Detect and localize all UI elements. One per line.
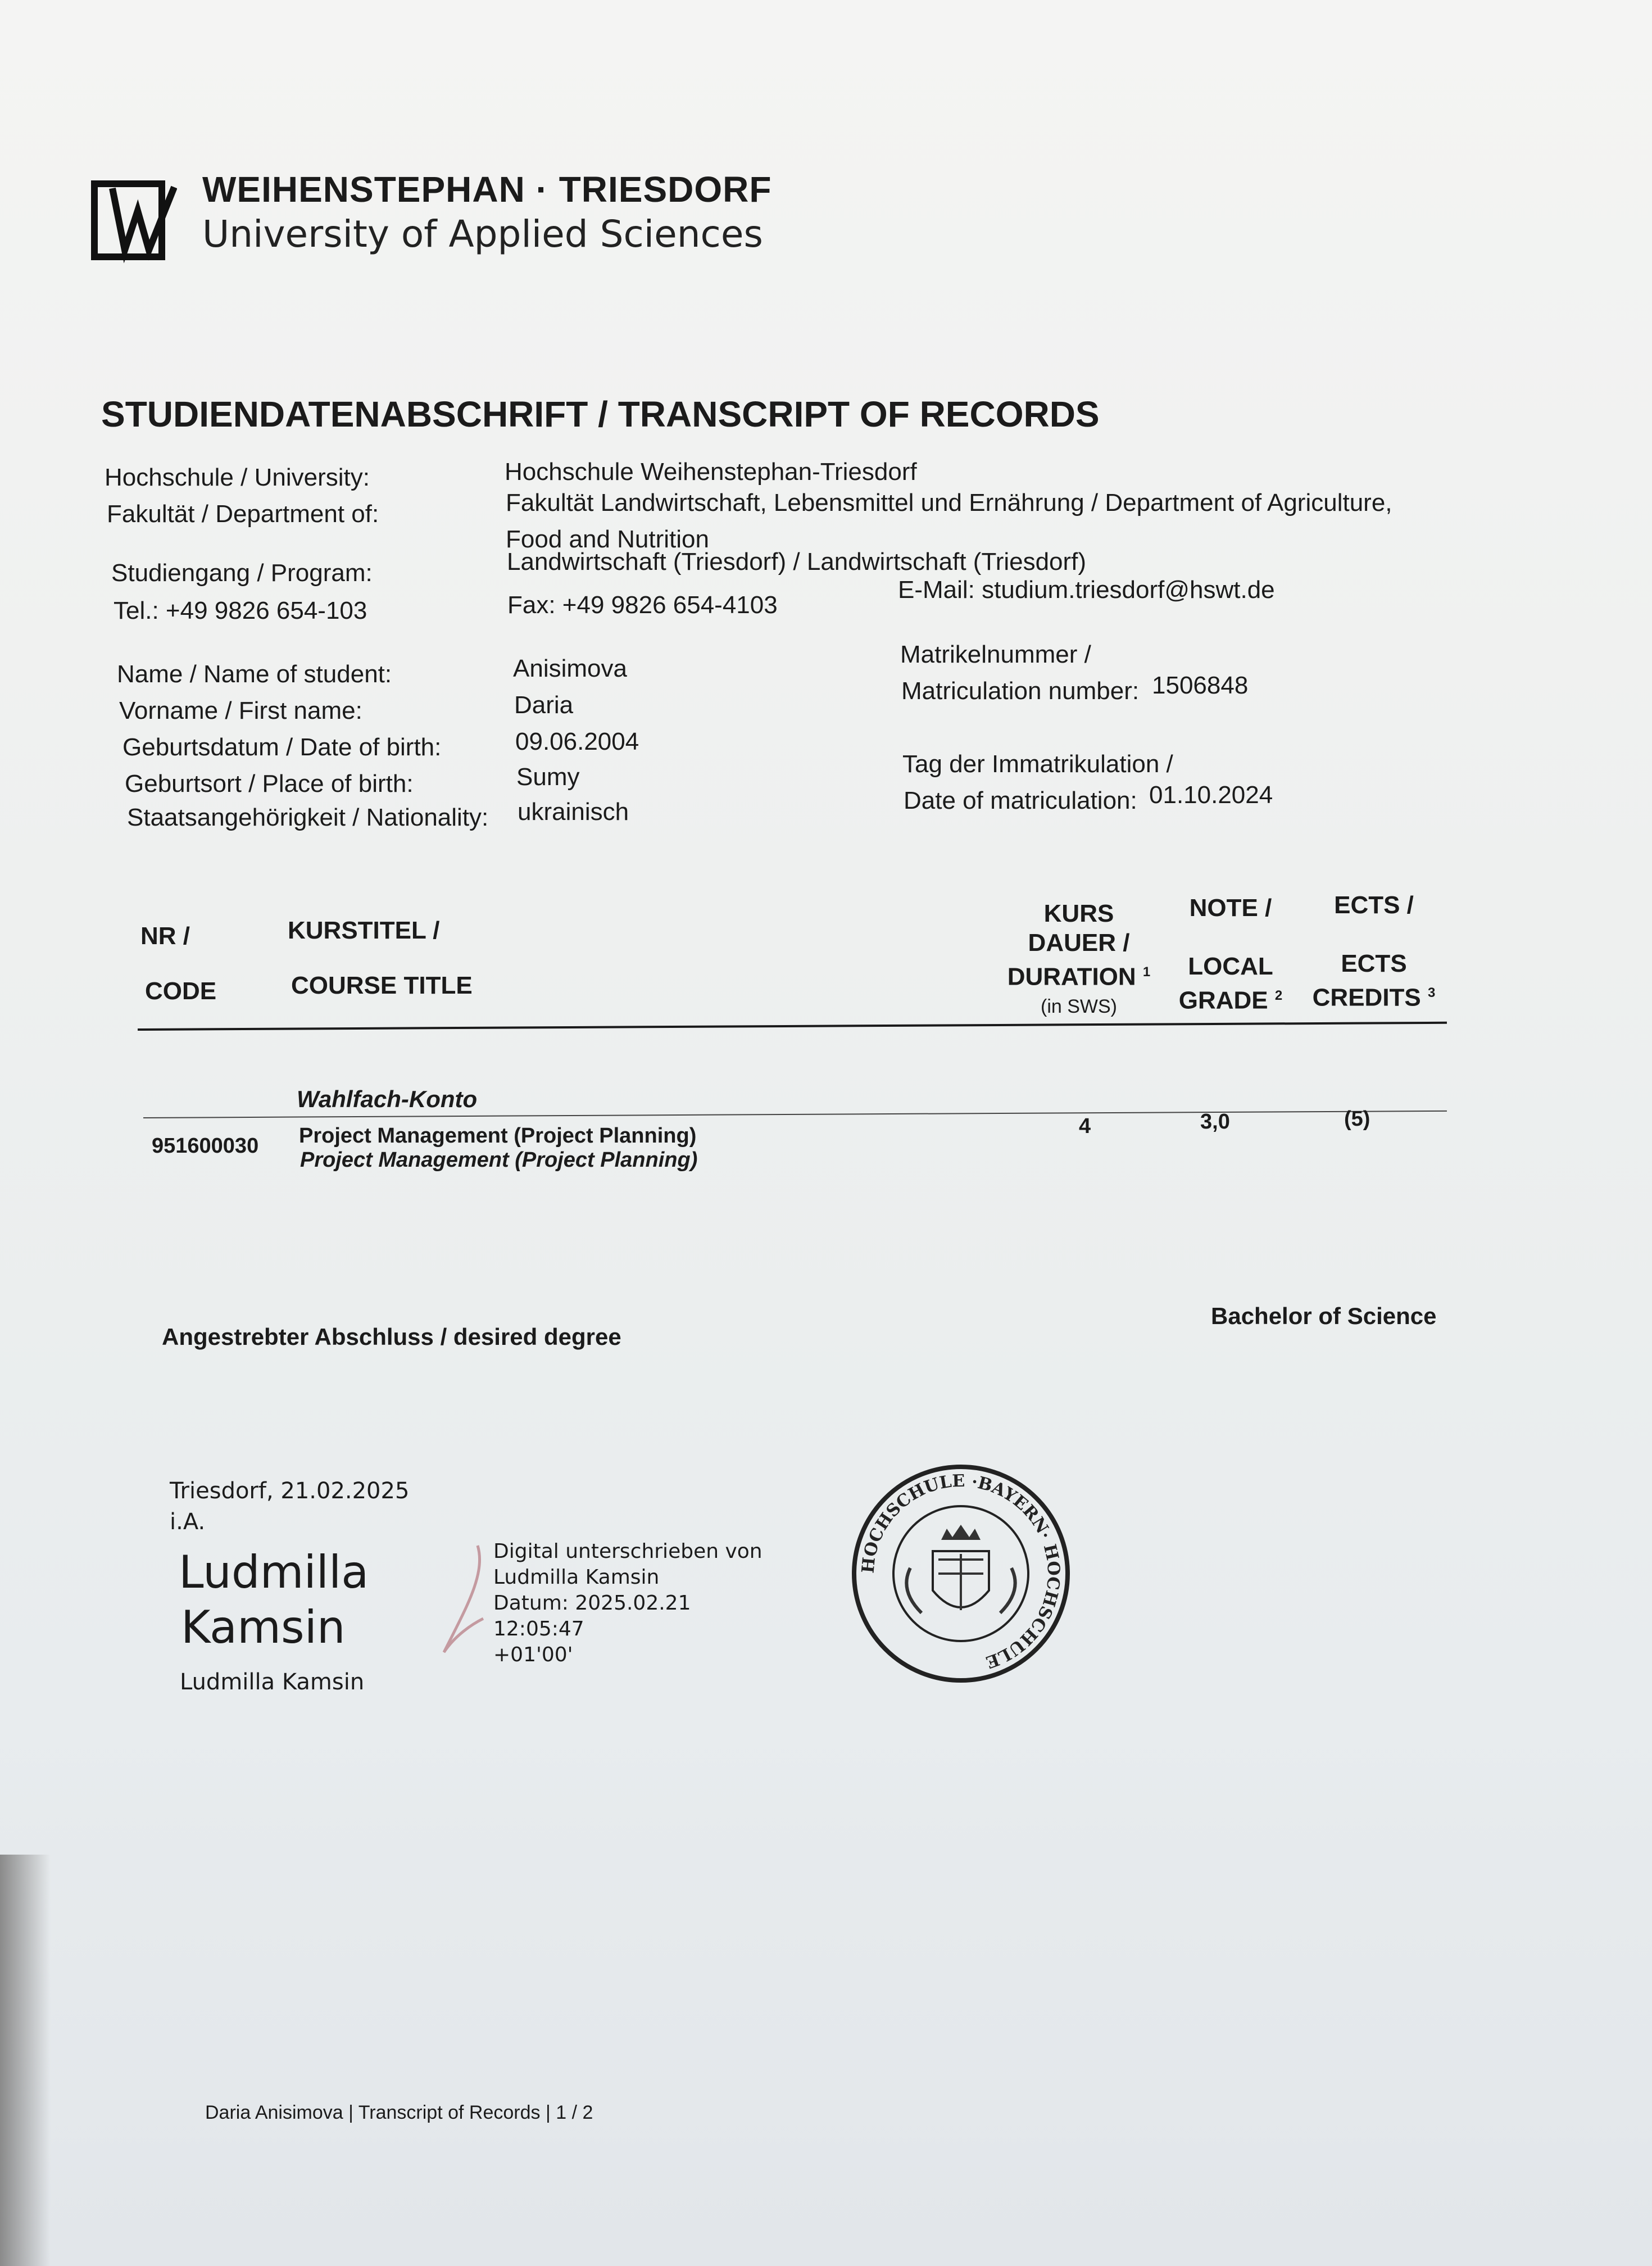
seal-text-top: HOCHSCHULE ·BAYERN· HOCHSCHULE: [858, 1471, 1064, 1672]
matriculation-date-value: 01.10.2024: [1149, 781, 1273, 809]
desired-degree-label: Angestrebter Abschluss / desired degree: [162, 1324, 621, 1350]
col-header-ects: [1304, 891, 1444, 1013]
matriculation-date-label-en: Date of matriculation:: [904, 787, 1137, 814]
col-header-title-en: COURSE TITLE: [291, 972, 473, 999]
col-header-grade-line3: GRADE: [1178, 986, 1268, 1014]
fax-text: Fax: +49 9826 654-4103: [507, 591, 778, 619]
col-header-grade-line2: LOCAL: [1188, 953, 1273, 980]
first-name-label: Vorname / First name:: [119, 697, 362, 724]
student-name-label: Name / Name of student:: [117, 660, 392, 688]
student-name-value: Anisimova: [513, 655, 627, 682]
matriculation-number-label-de: Matrikelnummer /: [900, 641, 1091, 668]
nationality-value: ukrainisch: [518, 798, 629, 826]
program-value: Landwirtschaft (Triesdorf) / Landwirtschaft (Triesdorf): [507, 548, 1087, 575]
signatory-name-large-last: Kamsin: [181, 1601, 346, 1653]
col-header-title-de: KURSTITEL /: [288, 917, 440, 944]
footnote-3-marker: 3: [1428, 985, 1436, 1000]
first-name-value: Daria: [514, 691, 574, 719]
col-header-duration: [1000, 899, 1158, 1021]
digital-signature-block: [493, 1539, 774, 1668]
course-code: 951600030: [152, 1134, 259, 1158]
digital-signature-line2: Ludmilla Kamsin: [493, 1566, 660, 1589]
col-header-duration-line2: DAUER /: [1028, 929, 1130, 957]
tel-text: Tel.: +49 9826 654-103: [114, 597, 367, 624]
footnote-2-marker: 2: [1274, 988, 1283, 1003]
digital-signature-line3: Datum: 2025.02.21 12:05:47: [493, 1592, 691, 1640]
col-header-ects-line1: ECTS /: [1334, 891, 1414, 919]
col-header-nr-en: CODE: [145, 977, 217, 1005]
place-date: Triesdorf, 21.02.2025: [170, 1478, 410, 1504]
course-ects: (5): [1344, 1107, 1370, 1131]
department-label: Fakultät / Department of:: [107, 500, 379, 528]
signatory-name: Ludmilla Kamsin: [180, 1669, 365, 1695]
page-footer: Daria Anisimova | Transcript of Records | 1 / 2: [205, 2102, 593, 2123]
department-value-line1: Fakultät Landwirtschaft, Lebensmittel und Ernährung / Department of Agriculture,: [506, 489, 1392, 516]
course-duration: 4: [1079, 1114, 1091, 1138]
program-label: Studiengang / Program:: [111, 559, 373, 587]
signatory-name-large-first: Ludmilla: [179, 1546, 369, 1598]
course-grade: 3,0: [1200, 1110, 1230, 1134]
col-header-nr-de: NR /: [140, 922, 190, 950]
col-header-ects-line3: CREDITS: [1312, 984, 1421, 1012]
col-header-duration-line3: DURATION: [1007, 963, 1136, 991]
digital-signature-line4: +01'00': [493, 1643, 573, 1666]
signature-stroke-icon: [433, 1540, 494, 1664]
dob-value: 09.06.2004: [515, 728, 639, 755]
on-behalf-marker: i.A.: [170, 1509, 206, 1535]
col-header-duration-unit: (in SWS): [1041, 995, 1117, 1017]
page-shadow: [0, 1855, 51, 2266]
logo-subtitle: University of Applied Sciences: [202, 212, 763, 256]
footnote-1-marker: 1: [1142, 964, 1151, 980]
course-title-de: Project Management (Project Planning): [299, 1124, 697, 1148]
col-header-duration-line1: KURS: [1043, 900, 1114, 927]
matriculation-number-value: 1506848: [1152, 672, 1249, 699]
col-header-ects-line2: ECTS: [1341, 950, 1407, 977]
pob-value: Sumy: [516, 763, 580, 791]
hswt-w-logo-icon: [90, 177, 177, 264]
desired-degree-value: Bachelor of Science: [1211, 1303, 1437, 1329]
bavarian-coat-of-arms-seal-icon: [848, 1461, 1073, 1686]
pob-label: Geburtsort / Place of birth:: [125, 770, 414, 797]
department-value-line2: Food and Nutrition: [506, 525, 709, 553]
university-label: Hochschule / University:: [105, 464, 370, 491]
document-title: STUDIENDATENABSCHRIFT / TRANSCRIPT OF RECORDS: [101, 394, 1100, 434]
nationality-label: Staatsangehörigkeit / Nationality:: [127, 804, 489, 831]
dob-label: Geburtsdatum / Date of birth:: [122, 733, 442, 761]
university-value: Hochschule Weihenstephan-Triesdorf: [505, 458, 917, 486]
email-text: E-Mail: studium.triesdorf@hswt.de: [898, 576, 1275, 604]
matriculation-date-label-de: Tag der Immatrikulation /: [902, 750, 1173, 778]
course-title-en: Project Management (Project Planning): [300, 1148, 698, 1172]
col-header-grade: [1169, 894, 1292, 1016]
matriculation-number-label-en: Matriculation number:: [901, 677, 1140, 705]
table-section-title: Wahlfach-Konto: [297, 1086, 478, 1112]
logo-title: WEIHENSTEPHAN · TRIESDORF: [202, 169, 772, 210]
digital-signature-line1: Digital unterschrieben von: [493, 1540, 763, 1563]
col-header-grade-line1: NOTE /: [1189, 894, 1272, 922]
